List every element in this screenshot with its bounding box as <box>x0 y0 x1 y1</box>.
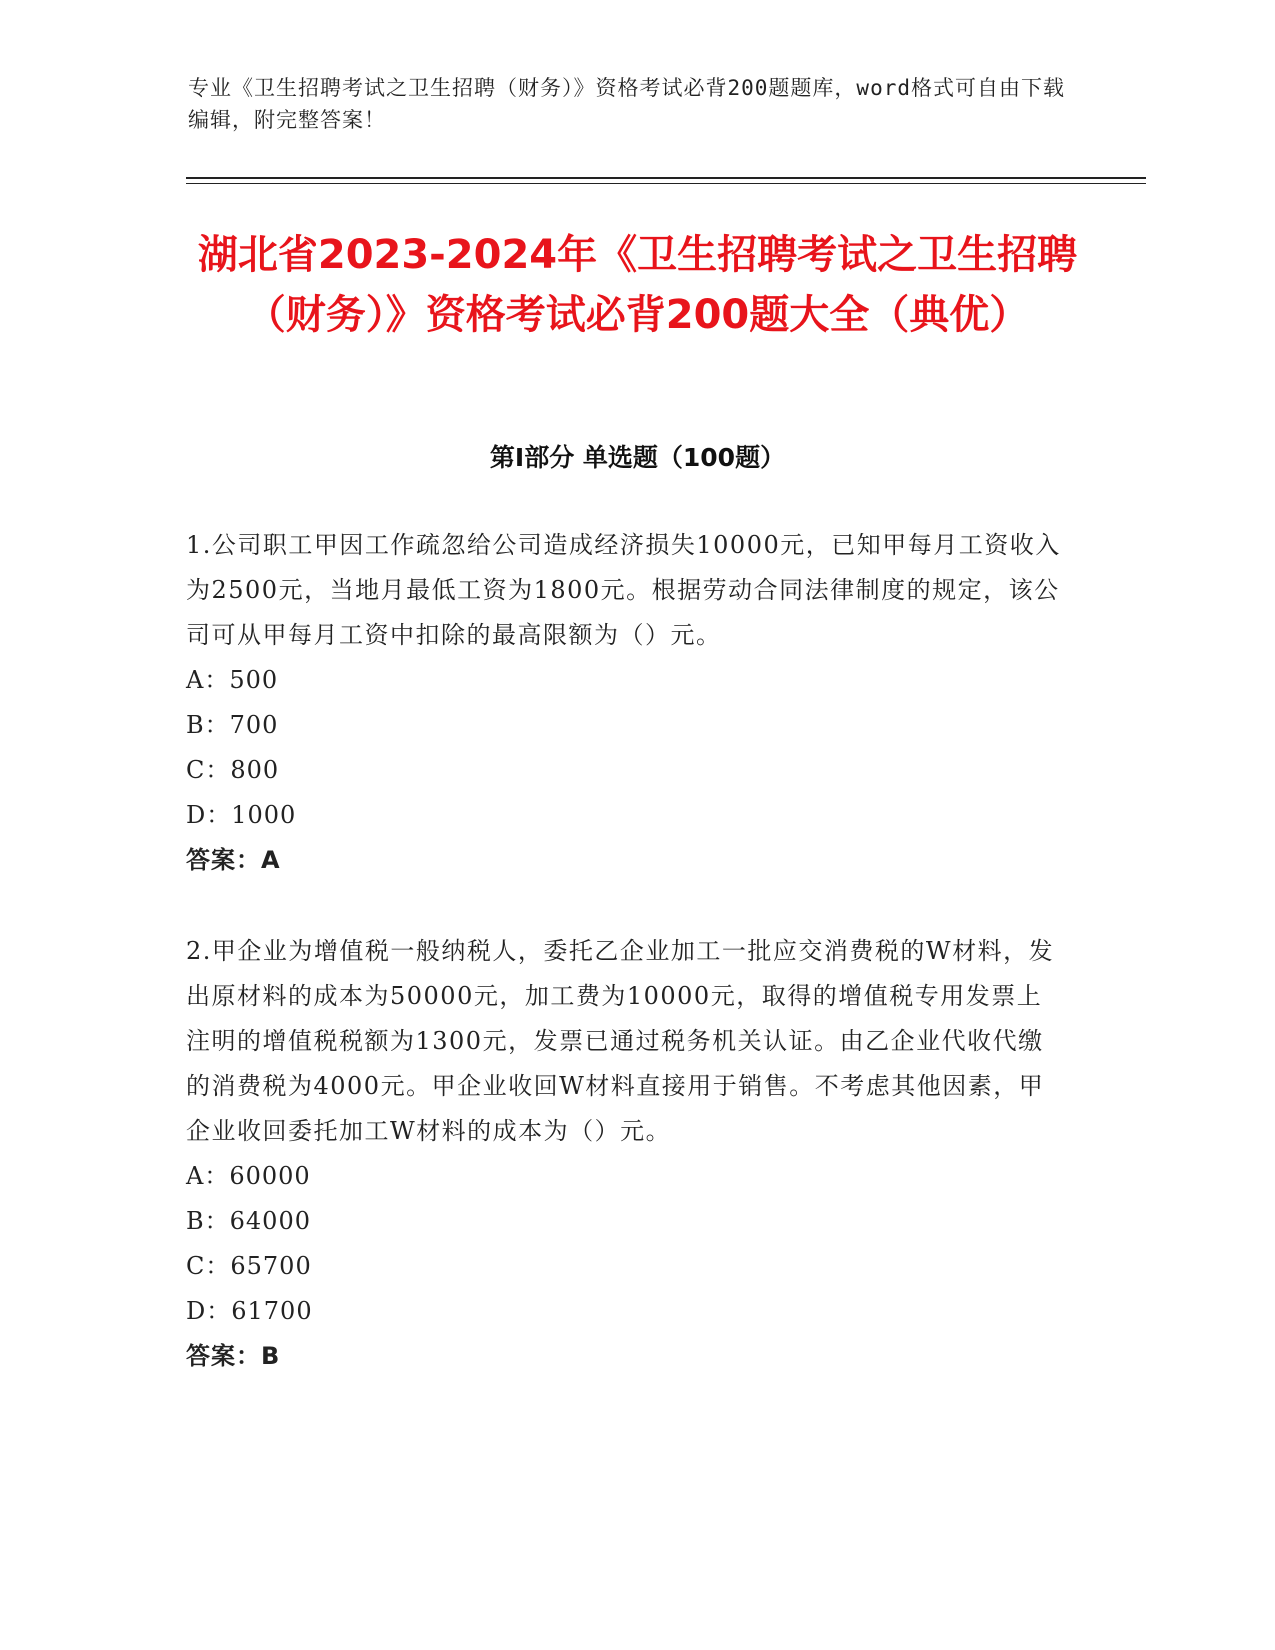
header-note: 专业《卫生招聘考试之卫生招聘（财务）》资格考试必背200题题库，word格式可自由下载编辑，附完整答案！ <box>188 76 1065 132</box>
question-1 <box>186 523 1066 883</box>
option-d: D：1000 <box>186 801 297 829</box>
answer: 答案：A <box>186 846 281 874</box>
question-2 <box>186 929 1066 1379</box>
option-a: A：60000 <box>186 1162 311 1190</box>
option-a: A：500 <box>186 666 279 694</box>
document-title: 湖北省2023-2024年《卫生招聘考试之卫生招聘（财务）》资格考试必背200题大全（典优） <box>197 232 1078 338</box>
header-rule-thin <box>186 183 1146 184</box>
option-c: C：800 <box>186 756 280 784</box>
option-b: B：700 <box>186 711 279 739</box>
question-text: 1.公司职工甲因工作疏忽给公司造成经济损失10000元，已知甲每月工资收入为2500元，当地月最低工资为1800元。根据劳动合同法律制度的规定，该公司可从甲每月工资中扣除的最高限额为（）元。 <box>186 531 1061 649</box>
question-text: 2.甲企业为增值税一般纳税人，委托乙企业加工一批应交消费税的W材料，发出原材料的成本为50000元，加工费为10000元，取得的增值税专用发票上注明的增值税税额为1300元，发票已通过税务机关认证。由乙企业代收代缴的消费税为4000元。甲企业收回W材料直接用于销售。不考虑其他因素，甲企业收回委托加工W材料的成本为（）元。 <box>186 937 1055 1145</box>
option-d: D：61700 <box>186 1297 313 1325</box>
header-rule-thick <box>186 177 1146 179</box>
option-b: B：64000 <box>186 1207 311 1235</box>
option-c: C：65700 <box>186 1252 312 1280</box>
answer: 答案：B <box>186 1342 281 1370</box>
section-title: 第Ⅰ部分 单选题（100题） <box>489 443 786 472</box>
